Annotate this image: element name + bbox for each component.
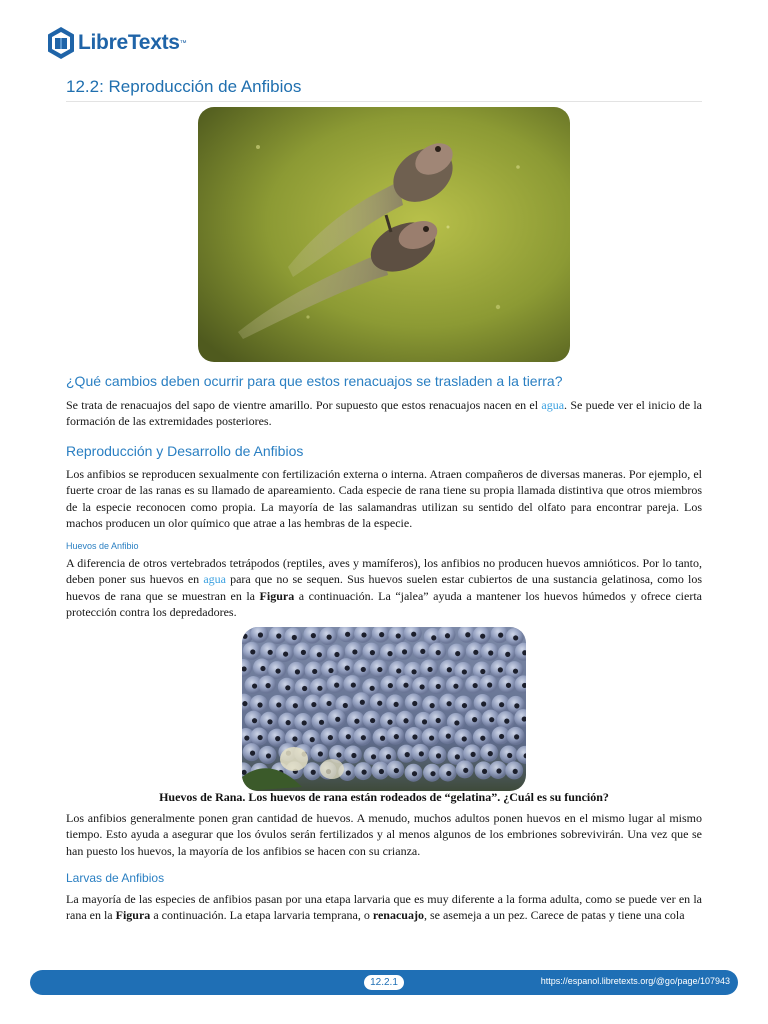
egg-embryo	[505, 652, 510, 657]
paragraph-eggs	[66, 555, 702, 621]
egg-embryo	[488, 751, 493, 756]
egg-embryo	[403, 718, 408, 723]
text-span: , se asemeja a un pez. Carece de patas y tiene una cola	[423, 908, 685, 923]
egg-embryo	[431, 635, 436, 640]
egg-embryo	[412, 701, 417, 706]
egg-embryo	[334, 683, 339, 688]
egg-embryo	[265, 683, 270, 688]
egg-embryo	[514, 703, 519, 708]
egg-embryo	[267, 719, 272, 724]
egg-embryo	[429, 735, 434, 740]
section-heading-larvae: Larvas de Anfibios	[66, 871, 165, 885]
agua-link[interactable]: agua	[541, 398, 565, 412]
egg-embryo	[412, 771, 417, 776]
egg-embryo	[396, 668, 401, 673]
frog-eggs-image	[242, 627, 526, 791]
egg-embryo	[354, 719, 359, 724]
egg-embryo	[465, 632, 470, 637]
egg-embryo	[345, 632, 350, 637]
egg-embryo	[427, 667, 432, 672]
egg-embryo	[250, 751, 255, 756]
paragraph-tadpoles	[66, 397, 702, 430]
egg-embryo	[498, 667, 503, 672]
egg-embryo	[276, 633, 281, 638]
egg-embryo	[472, 717, 477, 722]
egg-embryo	[317, 652, 322, 657]
egg-embryo	[242, 701, 247, 706]
egg-embryo	[473, 650, 478, 655]
egg-embryo	[351, 682, 356, 687]
egg-embryo	[242, 634, 247, 639]
egg-embryo	[266, 753, 271, 758]
egg-embryo	[317, 686, 322, 691]
text-span: para que no se sequen. Sus huevos suelen estar cubiertos de una sustancia gelatinosa, como los huevos de rana que se muestran en la	[66, 572, 702, 603]
egg-embryo	[394, 702, 399, 707]
egg-embryo	[286, 720, 291, 725]
egg-embryo	[422, 719, 427, 724]
egg-embryo	[379, 632, 384, 637]
egg-embryo	[311, 633, 316, 638]
egg-embryo	[394, 734, 399, 739]
egg-embryo	[488, 650, 493, 655]
egg-embryo	[462, 703, 467, 708]
egg-embryo	[405, 752, 410, 757]
logo-text: LibreTexts	[78, 31, 180, 54]
egg-embryo	[462, 736, 467, 741]
egg-embryo	[335, 717, 340, 722]
egg-embryo	[293, 703, 298, 708]
egg-embryo	[499, 734, 504, 739]
egg-embryo	[436, 650, 441, 655]
egg-embryo	[370, 718, 375, 723]
agua-link[interactable]: agua	[203, 572, 226, 587]
egg-embryo	[275, 668, 280, 673]
egg-embryo	[387, 720, 392, 725]
bold-figura: Figura	[115, 908, 151, 923]
egg-embryo	[257, 702, 262, 707]
egg-embryo	[489, 717, 494, 722]
egg-embryo	[386, 754, 391, 759]
figure-caption: Huevos de Rana. Los huevos de rana están rodeados de “gelatina”. ¿Cuál es su función?	[159, 790, 609, 804]
paragraph-egg-laying: Los anfibios generalmente ponen gran cantidad de huevos. A menudo, muchos adultos ponen huevos en el mismo lugar al mismo tiempo. Esto ayuda a asegurar que los óvulos serán fertilizados y al menos algunos de los embriones sobrevivirán. Una vez que se han puesto los huevos, la mayoría de los anfibios se hacen con su crianza.	[66, 811, 702, 858]
paragraph-reproduction: Los anfibios se reproducen sexualmente con fertilización externa o interna. Atraen compañeros de diversas maneras. Por ejemplo, el fuerte croar de las ranas es su llamado de apareamiento. Cada especie de rana tiene su propia llamada distintiva que otros miembros de la especie reconocen como propia. La mayoría de las salamandras utilizan su sentido del olfato para encontrar pareja. Los machos producen un olor químico que atrae a las hembras de la especie.	[66, 467, 702, 531]
egg-embryo	[252, 718, 257, 723]
egg-embryo	[252, 683, 257, 688]
egg-embryo	[295, 669, 300, 674]
egg-embryo	[292, 736, 297, 741]
egg-embryo	[388, 683, 393, 688]
egg-embryo	[328, 735, 333, 740]
egg-embryo	[250, 649, 255, 654]
egg-embryo	[327, 635, 332, 640]
egg-embryo	[371, 754, 376, 759]
egg-embryo	[499, 702, 504, 707]
egg-embryo	[430, 771, 435, 776]
egg-embryo	[352, 649, 357, 654]
egg-embryo	[411, 669, 416, 674]
egg-embryo	[455, 651, 460, 656]
egg-embryo	[454, 720, 459, 725]
egg-embryo	[507, 753, 512, 758]
egg-embryo	[283, 651, 288, 656]
egg-embryo	[513, 669, 518, 674]
egg-embryo	[326, 701, 331, 706]
text-span: a continuación. La “jalea” ayuda a mantener los huevos húmedos y ofrece cierta protección contra los depredadores.	[66, 588, 702, 620]
egg-embryo	[275, 736, 280, 741]
egg-embryo	[370, 686, 375, 691]
egg-embryo	[402, 649, 407, 654]
egg-embryo	[301, 650, 306, 655]
section-heading-reproduction: Reproducción y Desarrollo de Anfibios	[66, 443, 304, 459]
egg-embryo	[377, 667, 382, 672]
egg-embryo	[346, 770, 351, 775]
egg-embryo	[361, 735, 366, 740]
page-number: 12.2.1	[364, 975, 404, 990]
egg-embryo	[436, 753, 441, 758]
egg-embryo	[436, 718, 441, 723]
egg-embryo	[514, 734, 519, 739]
section-heading-question: ¿Qué cambios deben ocurrir para que estos renacuajos se trasladen a la tierra?	[66, 373, 563, 389]
egg-embryo	[396, 633, 401, 638]
egg-embryo	[343, 703, 348, 708]
egg-embryo	[361, 632, 366, 637]
egg-embryo	[361, 667, 366, 672]
egg-embryo	[453, 684, 458, 689]
egg-embryo	[310, 737, 315, 742]
egg-embryo	[420, 684, 425, 689]
text-span: La mayoría de las especies de anfibios pasan por una etapa larvaria que es muy diferente a la forma adulta, como se puede ver en la rana en la	[66, 892, 702, 923]
egg-embryo	[513, 769, 518, 774]
paragraph-larvae	[66, 891, 702, 924]
egg-embryo	[455, 754, 460, 759]
egg-embryo	[506, 683, 511, 688]
egg-embryo	[463, 768, 468, 773]
egg-embryo	[318, 751, 323, 756]
tadpoles-image	[198, 107, 570, 362]
section-heading-eggs: Huevos de Anfibio	[66, 541, 139, 551]
bold-renacuajo: renacuajo	[372, 908, 424, 923]
egg-embryo	[311, 770, 316, 775]
egg-embryo	[473, 683, 478, 688]
egg-embryo	[370, 650, 375, 655]
egg-embryo	[480, 736, 485, 741]
egg-embryo	[471, 752, 476, 757]
egg-embryo	[446, 771, 451, 776]
egg-embryo	[430, 703, 435, 708]
egg-embryo	[346, 734, 351, 739]
egg-embryo	[387, 651, 392, 656]
egg-embryo	[292, 635, 297, 640]
libretexts-hexagon-icon	[46, 26, 76, 60]
egg-embryo	[312, 669, 317, 674]
egg-embryo	[328, 668, 333, 673]
egg-embryo	[345, 665, 350, 670]
egg-embryo	[462, 669, 467, 674]
egg-embryo	[260, 666, 265, 671]
egg-embryo	[258, 735, 263, 740]
egg-embryo	[244, 735, 249, 740]
egg-embryo	[319, 720, 324, 725]
egg-embryo	[445, 633, 450, 638]
egg-embryo	[498, 633, 503, 638]
egg-embryo	[285, 685, 290, 690]
logo-trademark: ™	[179, 39, 187, 47]
text-span: a continuación. La etapa larvaria temprana, o	[150, 908, 373, 923]
egg-embryo	[394, 768, 399, 773]
egg-embryo	[446, 734, 451, 739]
text-span: A diferencia de otros vertebrados tetrápodos (reptiles, aves y mamíferos), los anfibios no producen huevos amnióticos. Por lo tanto, deben poner sus huevos en	[66, 556, 702, 587]
egg-embryo	[504, 719, 509, 724]
egg-embryo	[302, 720, 307, 725]
bold-figura: Figura	[259, 588, 295, 603]
libretexts-logo[interactable]	[46, 26, 187, 60]
egg-embryo	[360, 700, 365, 705]
egg-embryo	[411, 632, 416, 637]
egg-embryo	[487, 682, 492, 687]
egg-embryo	[336, 752, 341, 757]
egg-embryo	[480, 669, 485, 674]
egg-embryo	[436, 684, 441, 689]
egg-embryo	[420, 649, 425, 654]
egg-embryo	[311, 702, 316, 707]
egg-embryo	[482, 769, 487, 774]
egg-embryo	[334, 652, 339, 657]
egg-embryo	[362, 770, 367, 775]
egg-embryo	[302, 686, 307, 691]
egg-embryo	[377, 701, 382, 706]
egg-embryo	[412, 734, 417, 739]
egg-embryo	[513, 635, 518, 640]
egg-embryo	[481, 701, 486, 706]
egg-embryo	[379, 769, 384, 774]
page-title: 12.2: Reproducción de Anfibios	[66, 77, 702, 102]
egg-embryo	[403, 683, 408, 688]
egg-embryo	[496, 768, 501, 773]
egg-embryo	[380, 736, 385, 741]
egg-embryo	[480, 634, 485, 639]
egg-embryo	[419, 751, 424, 756]
egg-embryo	[447, 701, 452, 706]
egg-embryo	[268, 650, 273, 655]
text-span: Se trata de renacuajos del sapo de vientre amarillo. Por supuesto que estos renacuajos nacen en el	[66, 398, 542, 412]
footer-url-link[interactable]: https://espanol.libretexts.org/@go/page/107943	[540, 976, 730, 986]
text-span: . Se puede ver el inicio de la formación de las extremidades posteriores.	[66, 398, 703, 429]
egg-embryo	[258, 632, 263, 637]
egg-embryo	[276, 702, 281, 707]
egg-embryo	[447, 667, 452, 672]
egg-embryo	[351, 753, 356, 758]
